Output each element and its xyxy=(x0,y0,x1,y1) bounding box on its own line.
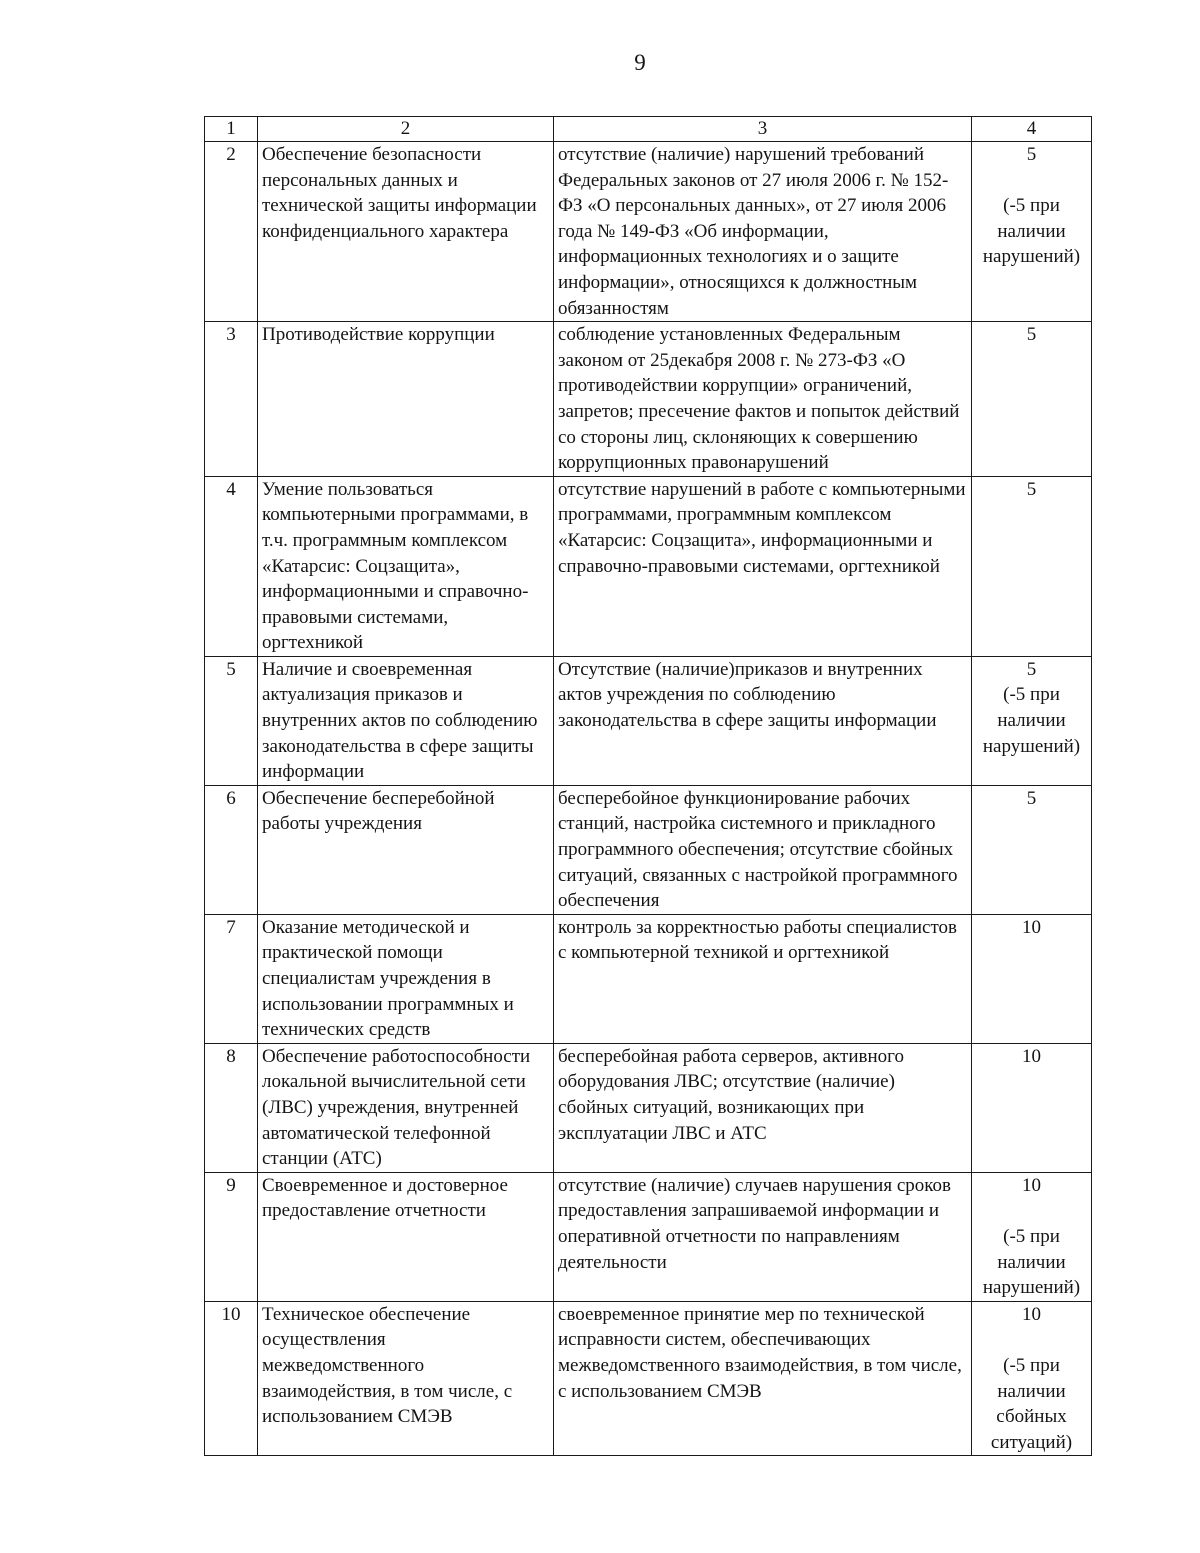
table-row xyxy=(205,914,1092,1043)
criterion-cell: Обеспечение безопасности персональных данных и технической защиты информации конфиденциального характера xyxy=(258,142,554,322)
score-cell xyxy=(972,1172,1092,1301)
score-value: 10 xyxy=(1022,1174,1041,1196)
score-value: 10 xyxy=(1022,1045,1041,1067)
score-spacer xyxy=(972,1327,1091,1353)
criterion-cell: Оказание методической и практической помощи специалистам учреждения в использовании программных и технических средств xyxy=(258,914,554,1043)
row-number-cell: 2 xyxy=(205,142,258,322)
table-row xyxy=(205,656,1092,785)
score-cell xyxy=(972,656,1092,785)
row-number-cell: 3 xyxy=(205,322,258,477)
score-spacer xyxy=(972,1198,1091,1224)
score-penalty-note: (-5 при наличии нарушений) xyxy=(982,1225,1081,1299)
table-row xyxy=(205,476,1092,656)
score-value: 5 xyxy=(1026,658,1037,680)
score-penalty-note: (-5 при наличии нарушений) xyxy=(982,195,1081,268)
row-number-cell: 10 xyxy=(205,1301,258,1456)
table-row xyxy=(205,1172,1092,1301)
indicator-cell: отсутствие (наличие) нарушений требований Федеральных законов от 27 июля 2006 г. № 152-ФЗ «О персональных данных», от 27 июля 2006 года № 149-ФЗ «Об информации, информационных технологиях и о защите информации», относящихся к должностным обязанностям xyxy=(554,142,972,322)
score-value: 5 xyxy=(1026,478,1037,500)
criterion-cell: Обеспечение бесперебойной работы учреждения xyxy=(258,785,554,914)
table-row xyxy=(205,785,1092,914)
score-cell xyxy=(972,142,1092,322)
score-penalty-note: (-5 при наличии сбойных ситуаций) xyxy=(990,1354,1073,1453)
indicator-cell: отсутствие (наличие) случаев нарушения сроков предоставления запрашиваемой информации и оперативной отчетности по направлениям деятельности xyxy=(554,1172,972,1301)
score-value: 10 xyxy=(1022,916,1041,938)
row-number-cell: 5 xyxy=(205,656,258,785)
row-number-cell: 8 xyxy=(205,1043,258,1172)
row-number-cell: 7 xyxy=(205,914,258,1043)
score-cell xyxy=(972,914,1092,1043)
column-header-indicator: 3 xyxy=(554,117,972,142)
criterion-cell: Техническое обеспечение осуществления межведомственного взаимодействия, в том числе, с использованием СМЭВ xyxy=(258,1301,554,1456)
column-header-number: 1 xyxy=(205,117,258,142)
score-cell xyxy=(972,322,1092,477)
table-row xyxy=(205,1301,1092,1456)
column-header-criterion: 2 xyxy=(258,117,554,142)
indicator-cell: бесперебойная работа серверов, активного оборудования ЛВС; отсутствие (наличие) сбойных ситуаций, возникающих при эксплуатации ЛВС и АТС xyxy=(554,1043,972,1172)
criterion-cell: Своевременное и достоверное предоставление отчетности xyxy=(258,1172,554,1301)
score-value: 10 xyxy=(1022,1303,1041,1325)
score-penalty-note: (-5 при наличии нарушений) xyxy=(982,684,1081,757)
score-value: 5 xyxy=(1026,324,1037,346)
row-number-cell: 6 xyxy=(205,785,258,914)
row-number-cell: 4 xyxy=(205,476,258,656)
criterion-cell: Наличие и своевременная актуализация приказов и внутренних актов по соблюдению законодательства в сфере защиты информации xyxy=(258,656,554,785)
indicator-cell: соблюдение установленных Федеральным законом от 25декабря 2008 г. № 273-ФЗ «О противодействии коррупции» ограничений, запретов; пресечение фактов и попыток действий со стороны лиц, склоняющих к совершению коррупционных правонарушений xyxy=(554,322,972,477)
column-header-score: 4 xyxy=(972,117,1092,142)
indicator-cell: Отсутствие (наличие)приказов и внутренних актов учреждения по соблюдению законодательства в сфере защиты информации xyxy=(554,656,972,785)
score-spacer xyxy=(972,168,1091,194)
score-value: 5 xyxy=(1026,787,1037,809)
score-cell xyxy=(972,785,1092,914)
criterion-cell: Умение пользоваться компьютерными программами, в т.ч. программным комплексом «Катарсис: Соцзащита», информационными и справочно-правовыми системами, оргтехникой xyxy=(258,476,554,656)
criteria-table xyxy=(204,116,1092,1456)
table-header-row xyxy=(205,117,1092,142)
indicator-cell: бесперебойное функционирование рабочих станций, настройка системного и прикладного программного обеспечения; отсутствие сбойных ситуаций, связанных с настройкой программного обеспечения xyxy=(554,785,972,914)
score-cell xyxy=(972,1043,1092,1172)
table-row xyxy=(205,1043,1092,1172)
score-value: 5 xyxy=(1026,144,1037,165)
criterion-cell: Обеспечение работоспособности локальной вычислительной сети (ЛВС) учреждения, внутренней автоматической телефонной станции (АТС) xyxy=(258,1043,554,1172)
table-body xyxy=(205,142,1092,1456)
indicator-cell: своевременное принятие мер по технической исправности систем, обеспечивающих межведомственного взаимодействия, в том числе, с использованием СМЭВ xyxy=(554,1301,972,1456)
score-cell xyxy=(972,476,1092,656)
indicator-cell: контроль за корректностью работы специалистов с компьютерной техникой и оргтехникой xyxy=(554,914,972,1043)
criterion-cell: Противодействие коррупции xyxy=(258,322,554,477)
indicator-cell: отсутствие нарушений в работе с компьютерными программами, программным комплексом «Катарсис: Соцзащита», информационными и справочно-правовыми системами, оргтехникой xyxy=(554,476,972,656)
score-cell xyxy=(972,1301,1092,1456)
page-number: 9 xyxy=(634,50,646,75)
table-row xyxy=(205,142,1092,322)
row-number-cell: 9 xyxy=(205,1172,258,1301)
table-row xyxy=(205,322,1092,477)
